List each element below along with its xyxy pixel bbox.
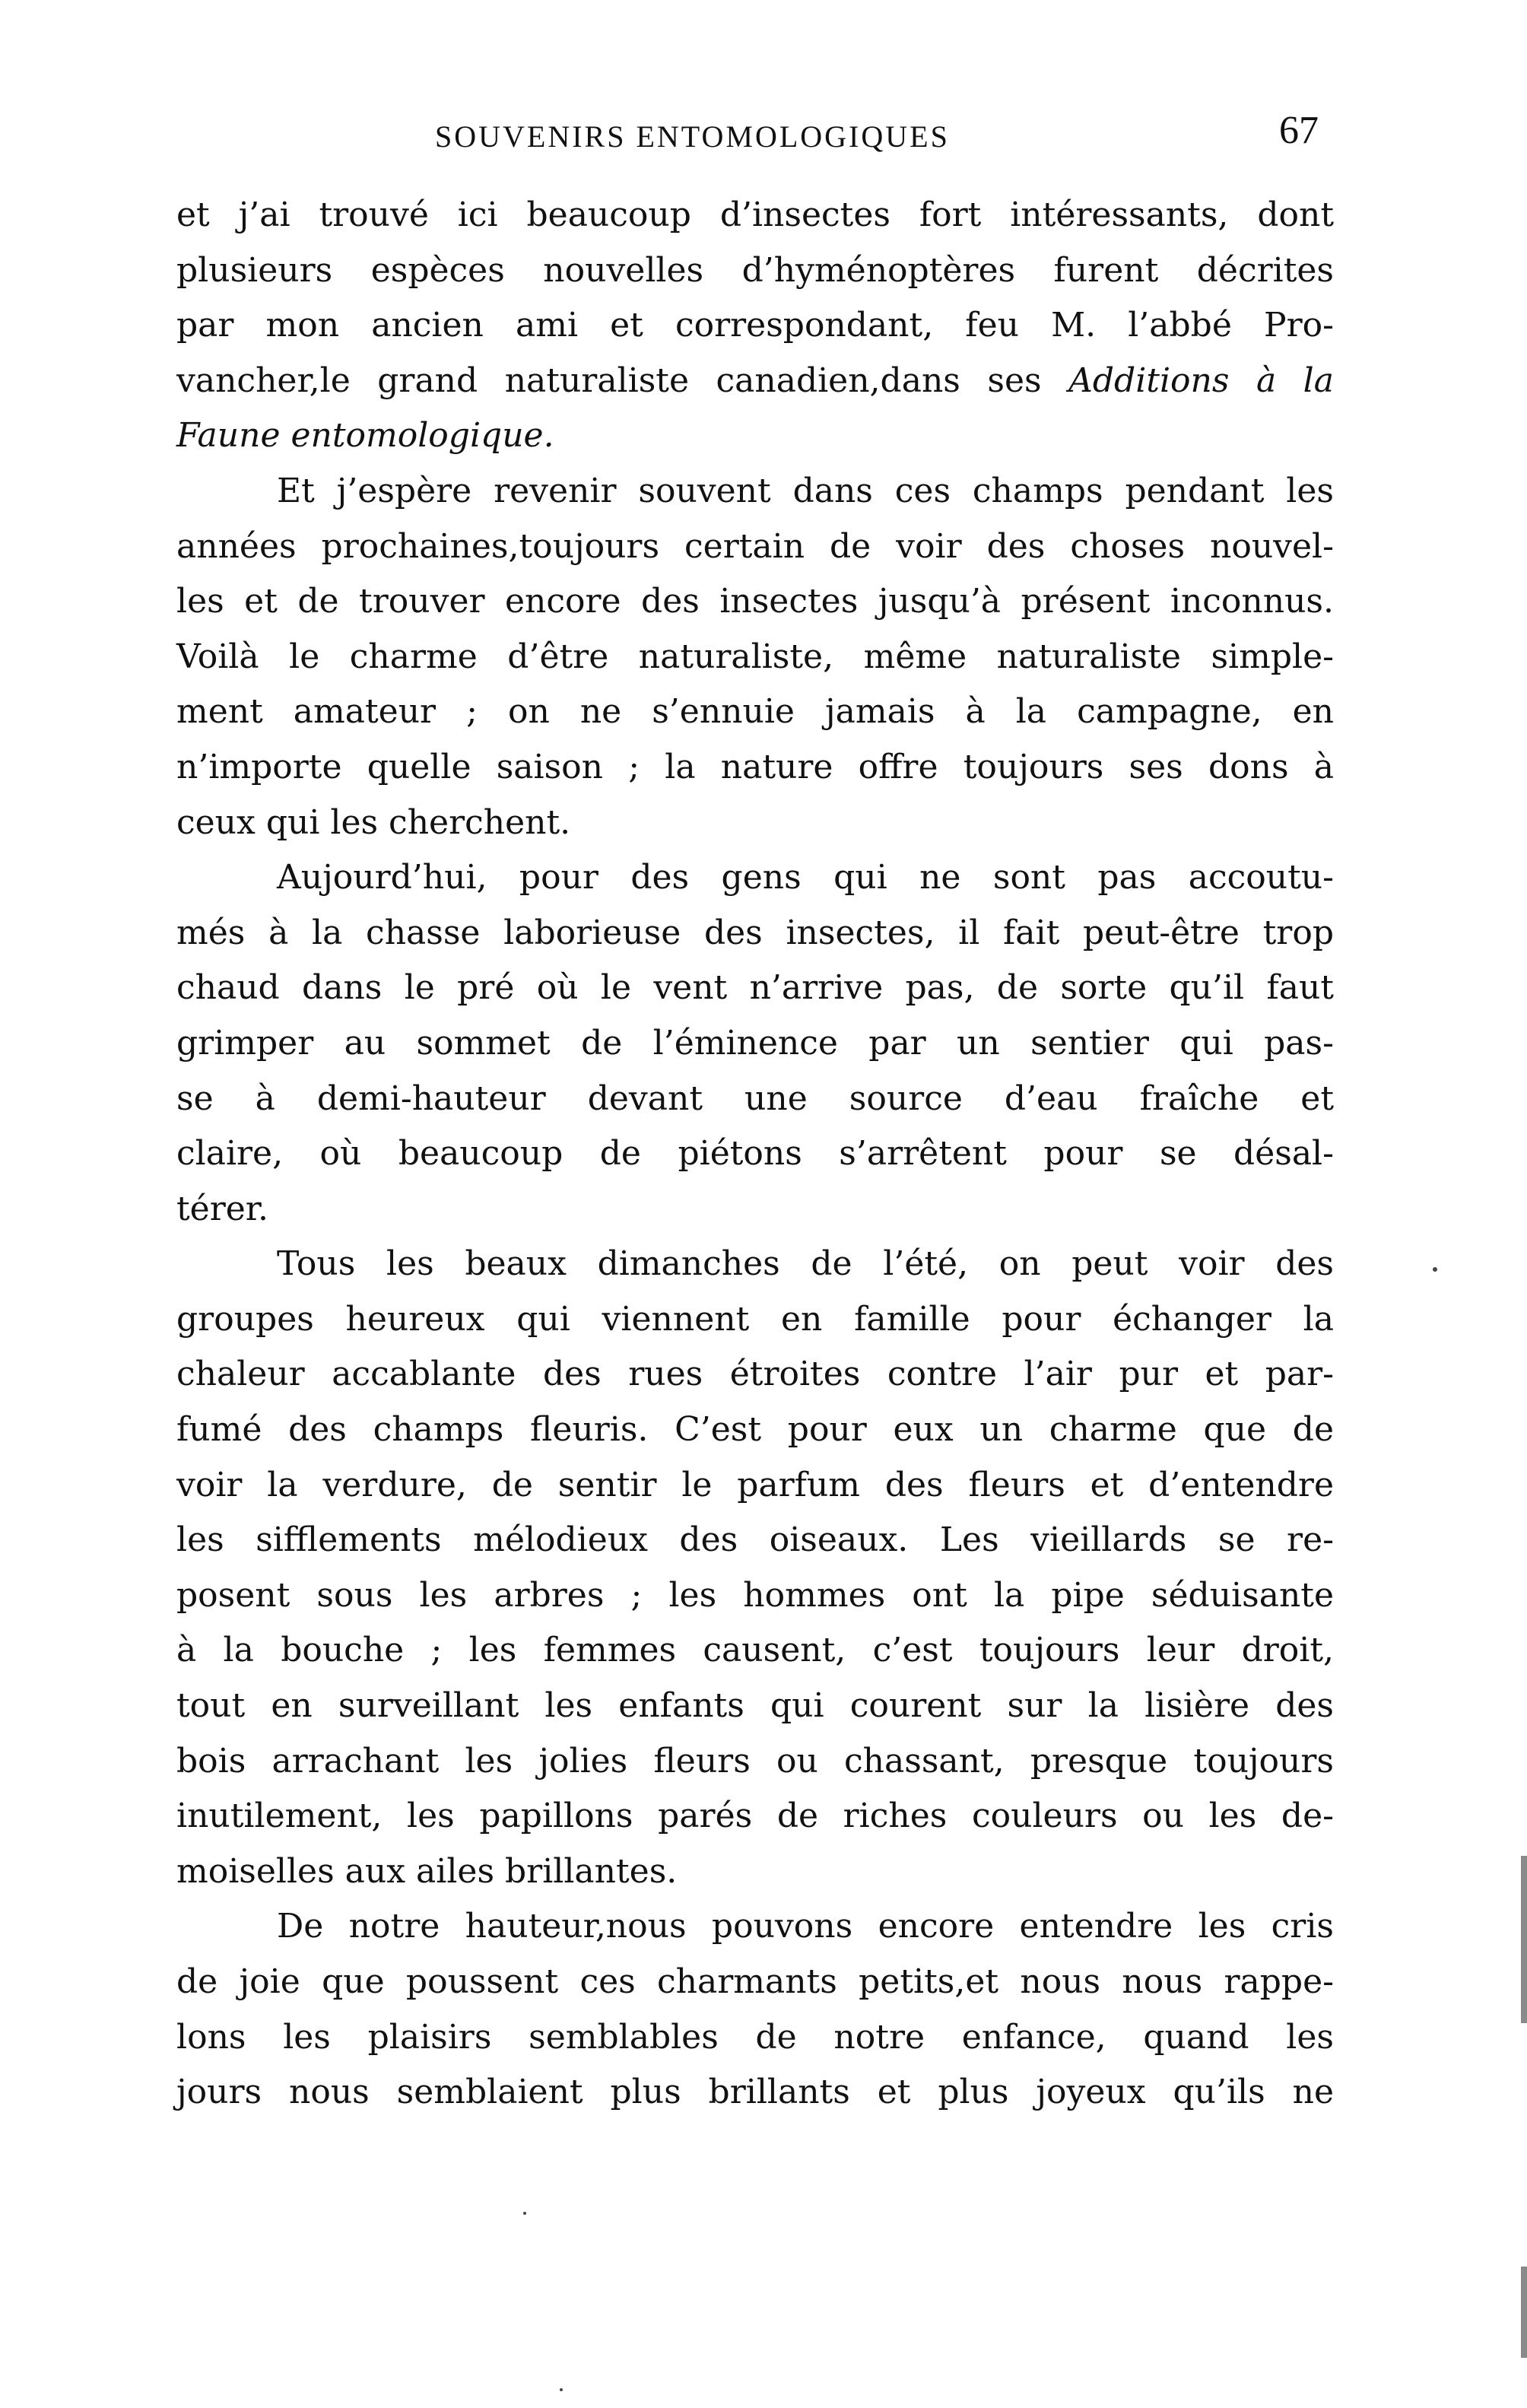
text-line: grimper au sommet de l’éminence par un sentier qui pas-	[176, 1023, 1334, 1063]
text-line: ment amateur ; on ne s’ennuie jamais à la campagne, en	[176, 692, 1334, 732]
text-line: posent sous les arbres ; les hommes ont la pipe séduisante	[176, 1575, 1334, 1615]
text-line: térer.	[176, 1189, 268, 1228]
scan-speck	[523, 2212, 526, 2215]
paragraph-start: Et j’espère revenir souvent dans ces champs pendant les	[277, 471, 1334, 510]
text-line: se à demi-hauteur devant une source d’eau fraîche et	[176, 1079, 1334, 1118]
text-line: Voilà le charme d’être naturaliste, même naturaliste simple-	[176, 637, 1334, 676]
paragraph-start: De notre hauteur,nous pouvons encore entendre les cris	[277, 1907, 1334, 1946]
text-line: les et de trouver encore des insectes jusqu’à présent inconnus.	[176, 582, 1334, 621]
running-title: SOUVENIRS ENTOMOLOGIQUES	[435, 119, 950, 154]
page-number: 67	[1279, 109, 1319, 152]
text-line: chaud dans le pré où le vent n’arrive pas, de sorte qu’il faut	[176, 968, 1334, 1008]
text-line: par mon ancien ami et correspondant, feu M. l’abbé Pro-	[176, 306, 1334, 345]
text-line: tout en surveillant les enfants qui courent sur la lisière des	[176, 1686, 1334, 1726]
text-line: années prochaines,toujours certain de voir des choses nouvel-	[176, 526, 1334, 566]
scan-speck	[1433, 1267, 1437, 1272]
text-line-italic: Faune entomologique.	[176, 416, 554, 456]
text-line-with-italic	[176, 354, 1334, 409]
text-line: et j’ai trouvé ici beaucoup d’insectes fort intéressants, dont	[176, 195, 1334, 234]
text-line: plusieurs espèces nouvelles d’hyménoptères furent décrites	[176, 250, 1334, 290]
paragraph-start: Aujourd’hui, pour des gens qui ne sont pas accoutu-	[277, 858, 1334, 897]
text-line: moiselles aux ailes brillantes.	[176, 1851, 678, 1891]
text-line: bois arrachant les jolies fleurs ou chassant, presque toujours	[176, 1741, 1334, 1781]
text-line: de joie que poussent ces charmants petits,et nous nous rappe-	[176, 1962, 1334, 2001]
text-line: inutilement, les papillons parés de riches couleurs ou les de-	[176, 1796, 1334, 1836]
text-line: claire, où beaucoup de piétons s’arrêtent pour se désal-	[176, 1134, 1334, 1174]
scan-edge-mark	[1521, 1856, 1527, 2023]
italic-title: Additions à la	[1068, 361, 1334, 400]
text-line: à la bouche ; les femmes causent, c’est toujours leur droit,	[176, 1631, 1334, 1670]
scan-edge-mark	[1521, 2267, 1527, 2358]
text-line: les sifflements mélodieux des oiseaux. Les vieillards se re-	[176, 1520, 1334, 1560]
text-line: chaleur accablante des rues étroites contre l’air pur et par-	[176, 1355, 1334, 1394]
text-line: més à la chasse laborieuse des insectes, il fait peut-être trop	[176, 913, 1334, 952]
text-line: n’importe quelle saison ; la nature offre toujours ses dons à	[176, 747, 1334, 786]
paragraph-start: Tous les beaux dimanches de l’été, on peut voir des	[277, 1244, 1334, 1284]
text-line: groupes heureux qui viennent en famille pour échanger la	[176, 1299, 1334, 1339]
running-head	[0, 109, 1527, 160]
text-line: ceux qui les cherchent.	[176, 802, 571, 842]
text-line: jours nous semblaient plus brillants et plus joyeux qu’ils ne	[176, 2073, 1334, 2112]
text-run: vancher,le grand naturaliste canadien,dans ses	[176, 361, 1042, 400]
scan-speck	[560, 2388, 563, 2391]
body-text	[176, 188, 1334, 2121]
text-line: fumé des champs fleuris. C’est pour eux un charme que de	[176, 1410, 1334, 1450]
text-line: voir la verdure, de sentir le parfum des fleurs et d’entendre	[176, 1465, 1334, 1504]
text-line: lons les plaisirs semblables de notre enfance, quand les	[176, 2017, 1334, 2057]
